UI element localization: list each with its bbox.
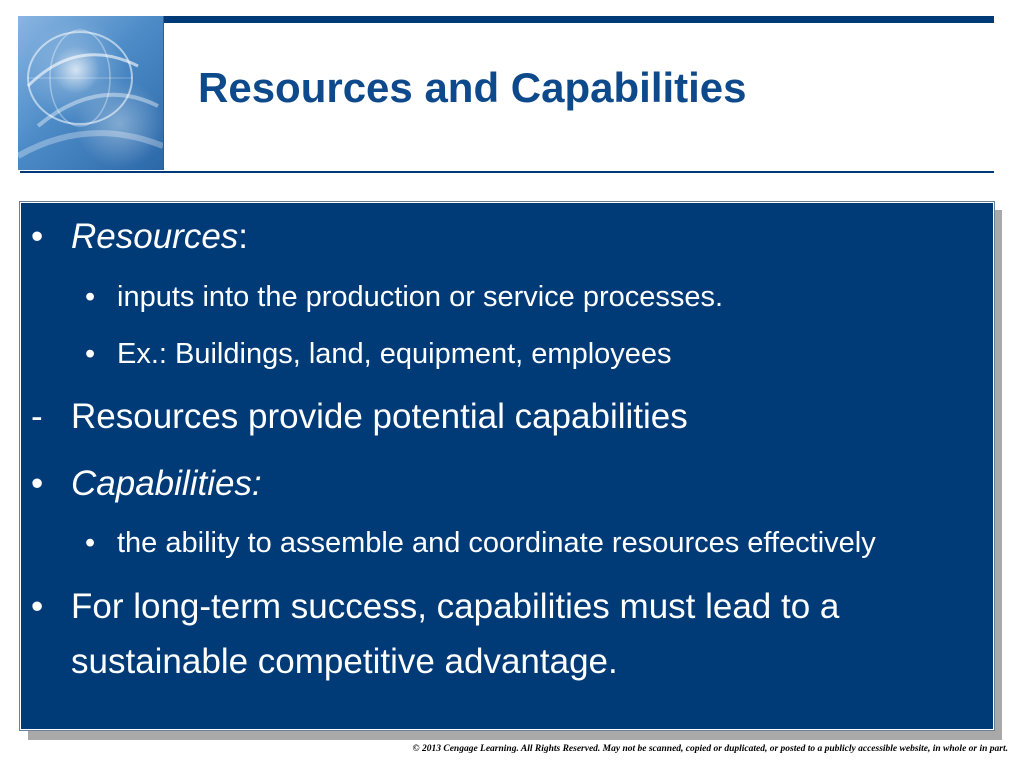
term-colon: : bbox=[238, 217, 249, 256]
bullet-marker: • bbox=[85, 338, 96, 370]
bullet-marker: • bbox=[31, 587, 44, 626]
title-underline bbox=[20, 171, 994, 173]
term-resources: Resources bbox=[71, 217, 239, 256]
dash-marker: - bbox=[31, 397, 43, 436]
item-text: Resources provide potential capabilities bbox=[71, 397, 688, 436]
copyright-footer: © 2013 Cengage Learning. All Rights Reserved. May not be scanned, copied or duplicated, or posted to a publicly accessible website, in whole or in part. bbox=[412, 744, 1008, 754]
bullet-marker: • bbox=[85, 527, 96, 559]
list-item-continuation bbox=[71, 642, 618, 682]
globe-swirl-icon bbox=[18, 16, 163, 170]
item-text-line-1: For long-term success, capabilities must lead to a bbox=[71, 587, 840, 626]
slide-title: Resources and Capabilities bbox=[198, 64, 747, 111]
bullet-marker: • bbox=[31, 464, 44, 503]
bullet-marker: • bbox=[31, 217, 44, 256]
item-text-line-2: sustainable competitive advantage. bbox=[71, 642, 618, 681]
item-text: the ability to assemble and coordinate resources effectively bbox=[117, 527, 876, 559]
logo-image bbox=[18, 16, 164, 170]
content-panel bbox=[20, 202, 994, 730]
item-text: Ex.: Buildings, land, equipment, employees bbox=[117, 338, 672, 370]
bullet-marker: • bbox=[85, 281, 96, 313]
term-capabilities: Capabilities: bbox=[71, 464, 262, 503]
top-rule bbox=[20, 16, 994, 23]
item-text: inputs into the production or service processes. bbox=[117, 281, 724, 313]
